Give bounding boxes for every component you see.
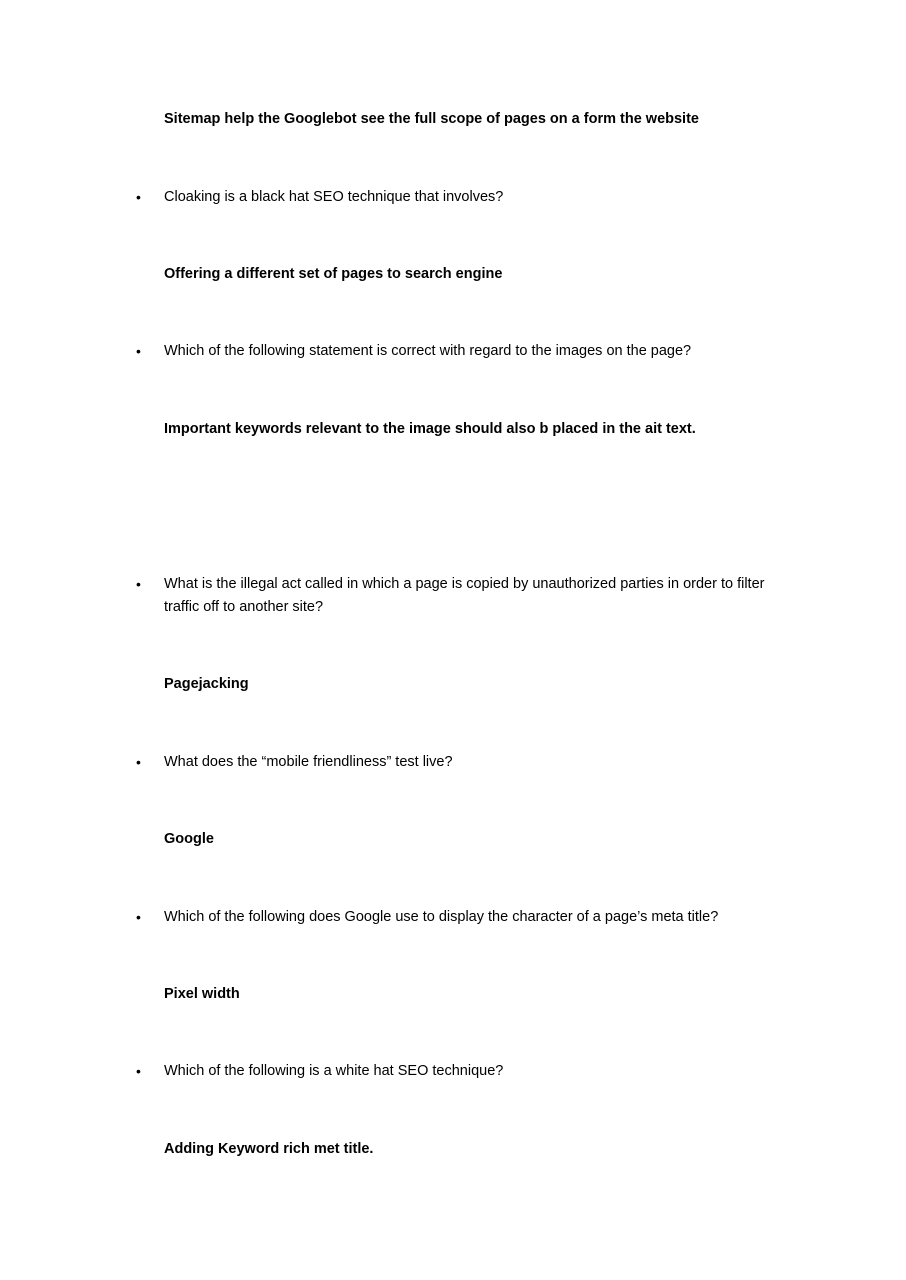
question-white-hat: Which of the following is a white hat SEO technique? bbox=[164, 1063, 504, 1079]
bullet-icon: • bbox=[136, 1063, 141, 1079]
answer-images: Important keywords relevant to the image should also b placed in the ait text. bbox=[164, 421, 696, 437]
answer-google: Google bbox=[164, 831, 214, 847]
question-mobile-friendliness: What does the “mobile friendliness” test live? bbox=[164, 754, 453, 770]
question-meta-title: Which of the following does Google use to display the character of a page’s meta title? bbox=[164, 909, 719, 925]
answer-pagejacking: Pagejacking bbox=[164, 676, 249, 692]
question-cloaking: Cloaking is a black hat SEO technique that involves? bbox=[164, 189, 504, 205]
answer-sitemap: Sitemap help the Googlebot see the full scope of pages on a form the website bbox=[164, 111, 699, 127]
question-images: Which of the following statement is correct with regard to the images on the page? bbox=[164, 343, 692, 359]
bullet-icon: • bbox=[136, 754, 141, 770]
bullet-icon: • bbox=[136, 909, 141, 925]
answer-keyword-title: Adding Keyword rich met title. bbox=[164, 1141, 374, 1157]
bullet-icon: • bbox=[136, 343, 141, 359]
bullet-icon: • bbox=[136, 576, 141, 592]
answer-pixel-width: Pixel width bbox=[164, 986, 240, 1002]
bullet-icon: • bbox=[136, 189, 141, 205]
question-illegal-copy: What is the illegal act called in which a page is copied by unauthorized parties in order to filter traffic off to another site? bbox=[164, 576, 765, 615]
answer-cloaking: Offering a different set of pages to search engine bbox=[164, 266, 503, 282]
